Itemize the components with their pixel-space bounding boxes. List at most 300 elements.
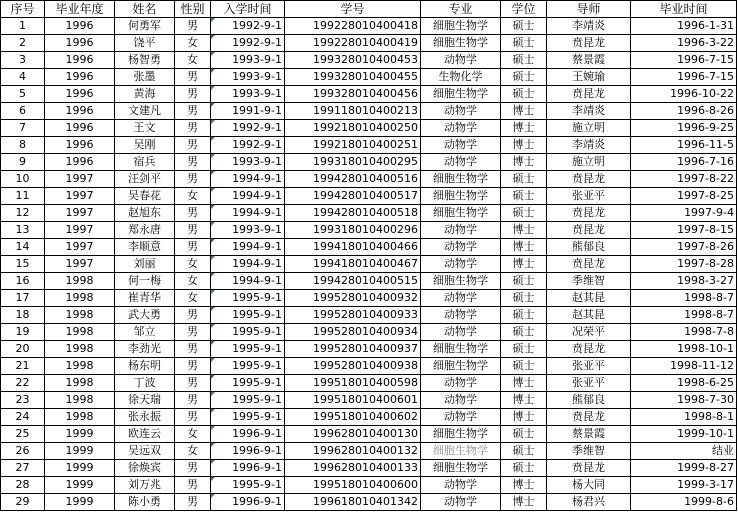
student-id-cell: 199528010400934 bbox=[285, 324, 421, 341]
header-cell: 专业 bbox=[421, 1, 501, 18]
enrollment-date-cell: 1994-9-1 bbox=[211, 205, 285, 222]
graduation-date-cell: 1998-8-7 bbox=[631, 290, 737, 307]
graduation-date-cell: 1997-8-22 bbox=[631, 171, 737, 188]
advisor-cell: 季维智 bbox=[547, 273, 631, 290]
gender-cell: 男 bbox=[175, 103, 211, 120]
table-row bbox=[1, 205, 737, 222]
student-id-cell: 199618010401342 bbox=[285, 494, 421, 511]
row-number-cell: 25 bbox=[1, 426, 45, 443]
degree-cell: 博士 bbox=[501, 409, 547, 426]
major-cell: 生物化学 bbox=[421, 69, 501, 86]
degree-cell: 博士 bbox=[501, 256, 547, 273]
gender-cell: 女 bbox=[175, 443, 211, 460]
enrollment-date-cell: 1996-9-1 bbox=[211, 426, 285, 443]
advisor-cell: 施立明 bbox=[547, 120, 631, 137]
graduation-year-cell: 1996 bbox=[45, 120, 115, 137]
major-cell: 动物学 bbox=[421, 409, 501, 426]
degree-cell: 硕士 bbox=[501, 188, 547, 205]
header-row bbox=[1, 1, 737, 18]
gender-cell: 男 bbox=[175, 137, 211, 154]
graduation-date-cell: 1996-9-25 bbox=[631, 120, 737, 137]
major-cell: 动物学 bbox=[421, 392, 501, 409]
student-name-cell: 杨智勇 bbox=[115, 52, 175, 69]
student-name-cell: 邹立 bbox=[115, 324, 175, 341]
student-name-cell: 李顺意 bbox=[115, 239, 175, 256]
table-row bbox=[1, 307, 737, 324]
degree-cell: 硕士 bbox=[501, 86, 547, 103]
student-name-cell: 宿兵 bbox=[115, 154, 175, 171]
degree-cell: 博士 bbox=[501, 494, 547, 511]
table-row bbox=[1, 256, 737, 273]
major-cell: 动物学 bbox=[421, 290, 501, 307]
row-number-cell: 26 bbox=[1, 443, 45, 460]
advisor-cell: 王婉瑜 bbox=[547, 69, 631, 86]
graduation-year-cell: 1998 bbox=[45, 290, 115, 307]
table-row bbox=[1, 290, 737, 307]
table-row bbox=[1, 171, 737, 188]
student-name-cell: 崔青华 bbox=[115, 290, 175, 307]
major-cell: 动物学 bbox=[421, 324, 501, 341]
graduation-date-cell: 1998-3-27 bbox=[631, 273, 737, 290]
student-id-cell: 199118010400213 bbox=[285, 103, 421, 120]
enrollment-date-cell: 1995-9-1 bbox=[211, 409, 285, 426]
gender-cell: 男 bbox=[175, 375, 211, 392]
table-row bbox=[1, 137, 737, 154]
student-name-cell: 张永振 bbox=[115, 409, 175, 426]
major-cell: 细胞生物学 bbox=[421, 273, 501, 290]
header-cell: 入学时间 bbox=[211, 1, 285, 18]
graduation-year-cell: 1997 bbox=[45, 188, 115, 205]
degree-cell: 博士 bbox=[501, 222, 547, 239]
degree-cell: 硕士 bbox=[501, 273, 547, 290]
graduation-date-cell: 1996-7-16 bbox=[631, 154, 737, 171]
graduation-date-cell: 1996-1-31 bbox=[631, 18, 737, 35]
advisor-cell: 张亚平 bbox=[547, 358, 631, 375]
gender-cell: 男 bbox=[175, 18, 211, 35]
graduation-year-cell: 1996 bbox=[45, 154, 115, 171]
major-cell: 动物学 bbox=[421, 154, 501, 171]
degree-cell: 硕士 bbox=[501, 35, 547, 52]
table-row bbox=[1, 477, 737, 494]
student-name-cell: 陈小勇 bbox=[115, 494, 175, 511]
graduation-date-cell: 1997-8-15 bbox=[631, 222, 737, 239]
advisor-cell: 李靖炎 bbox=[547, 103, 631, 120]
student-id-cell: 199228010400418 bbox=[285, 18, 421, 35]
enrollment-date-cell: 1995-9-1 bbox=[211, 341, 285, 358]
degree-cell: 硕士 bbox=[501, 290, 547, 307]
graduation-date-cell: 1996-7-15 bbox=[631, 52, 737, 69]
table-row bbox=[1, 341, 737, 358]
graduation-date-cell: 1997-9-4 bbox=[631, 205, 737, 222]
student-id-cell: 199428010400516 bbox=[285, 171, 421, 188]
enrollment-date-cell: 1994-9-1 bbox=[211, 171, 285, 188]
advisor-cell: 季维智 bbox=[547, 443, 631, 460]
enrollment-date-cell: 1995-9-1 bbox=[211, 375, 285, 392]
degree-cell: 硕士 bbox=[501, 69, 547, 86]
advisor-cell: 李靖炎 bbox=[547, 137, 631, 154]
degree-cell: 硕士 bbox=[501, 443, 547, 460]
student-id-cell: 199428010400518 bbox=[285, 205, 421, 222]
gender-cell: 男 bbox=[175, 460, 211, 477]
graduation-year-cell: 1997 bbox=[45, 239, 115, 256]
degree-cell: 硕士 bbox=[501, 18, 547, 35]
advisor-cell: 况荣平 bbox=[547, 324, 631, 341]
student-id-cell: 199428010400517 bbox=[285, 188, 421, 205]
graduation-year-cell: 1997 bbox=[45, 222, 115, 239]
student-id-cell: 199528010400938 bbox=[285, 358, 421, 375]
row-number-cell: 10 bbox=[1, 171, 45, 188]
gender-cell: 男 bbox=[175, 205, 211, 222]
table-row bbox=[1, 52, 737, 69]
student-id-cell: 199428010400515 bbox=[285, 273, 421, 290]
graduation-date-cell: 1999-8-27 bbox=[631, 460, 737, 477]
gender-cell: 女 bbox=[175, 273, 211, 290]
row-number-cell: 17 bbox=[1, 290, 45, 307]
row-number-cell: 24 bbox=[1, 409, 45, 426]
graduation-year-cell: 1998 bbox=[45, 307, 115, 324]
major-cell: 动物学 bbox=[421, 307, 501, 324]
header-cell: 导师 bbox=[547, 1, 631, 18]
graduation-date-cell: 1998-11-12 bbox=[631, 358, 737, 375]
student-name-cell: 徐天瑞 bbox=[115, 392, 175, 409]
degree-cell: 硕士 bbox=[501, 171, 547, 188]
graduation-date-cell: 1996-8-26 bbox=[631, 103, 737, 120]
graduation-date-cell: 1997-8-26 bbox=[631, 239, 737, 256]
gender-cell: 男 bbox=[175, 222, 211, 239]
student-name-cell: 吴刚 bbox=[115, 137, 175, 154]
table-row bbox=[1, 154, 737, 171]
student-name-cell: 武大勇 bbox=[115, 307, 175, 324]
major-cell: 动物学 bbox=[421, 137, 501, 154]
degree-cell: 硕士 bbox=[501, 205, 547, 222]
major-cell: 动物学 bbox=[421, 222, 501, 239]
graduation-year-cell: 1999 bbox=[45, 460, 115, 477]
major-cell: 细胞生物学 bbox=[421, 188, 501, 205]
student-name-cell: 王文 bbox=[115, 120, 175, 137]
row-number-cell: 8 bbox=[1, 137, 45, 154]
major-cell: 细胞生物学 bbox=[421, 35, 501, 52]
graduation-year-cell: 1999 bbox=[45, 477, 115, 494]
enrollment-date-cell: 1994-9-1 bbox=[211, 239, 285, 256]
graduation-date-cell: 1999-3-17 bbox=[631, 477, 737, 494]
enrollment-date-cell: 1993-9-1 bbox=[211, 69, 285, 86]
degree-cell: 硕士 bbox=[501, 52, 547, 69]
row-number-cell: 18 bbox=[1, 307, 45, 324]
gender-cell: 男 bbox=[175, 69, 211, 86]
graduation-year-cell: 1999 bbox=[45, 494, 115, 511]
enrollment-date-cell: 1995-9-1 bbox=[211, 307, 285, 324]
gender-cell: 男 bbox=[175, 86, 211, 103]
header-cell: 序号 bbox=[1, 1, 45, 18]
graduation-date-cell: 结业 bbox=[631, 443, 737, 460]
gender-cell: 男 bbox=[175, 494, 211, 511]
gender-cell: 男 bbox=[175, 358, 211, 375]
degree-cell: 博士 bbox=[501, 137, 547, 154]
table-row bbox=[1, 120, 737, 137]
gender-cell: 女 bbox=[175, 256, 211, 273]
major-cell: 动物学 bbox=[421, 239, 501, 256]
row-number-cell: 4 bbox=[1, 69, 45, 86]
table-row bbox=[1, 69, 737, 86]
graduation-date-cell: 1998-8-7 bbox=[631, 307, 737, 324]
enrollment-date-cell: 1995-9-1 bbox=[211, 477, 285, 494]
student-id-cell: 199328010400453 bbox=[285, 52, 421, 69]
degree-cell: 博士 bbox=[501, 103, 547, 120]
student-name-cell: 吴春花 bbox=[115, 188, 175, 205]
major-cell: 细胞生物学 bbox=[421, 358, 501, 375]
gender-cell: 男 bbox=[175, 392, 211, 409]
table-row bbox=[1, 86, 737, 103]
enrollment-date-cell: 1996-9-1 bbox=[211, 460, 285, 477]
advisor-cell: 赵其昆 bbox=[547, 307, 631, 324]
graduation-date-cell: 1997-8-28 bbox=[631, 256, 737, 273]
header-cell: 毕业时间 bbox=[631, 1, 737, 18]
advisor-cell: 贲昆龙 bbox=[547, 171, 631, 188]
graduation-year-cell: 1997 bbox=[45, 171, 115, 188]
enrollment-date-cell: 1993-9-1 bbox=[211, 154, 285, 171]
gender-cell: 女 bbox=[175, 426, 211, 443]
graduation-date-cell: 1999-8-6 bbox=[631, 494, 737, 511]
advisor-cell: 张亚平 bbox=[547, 188, 631, 205]
row-number-cell: 27 bbox=[1, 460, 45, 477]
major-cell: 细胞生物学 bbox=[421, 341, 501, 358]
row-number-cell: 11 bbox=[1, 188, 45, 205]
degree-cell: 硕士 bbox=[501, 307, 547, 324]
table-row bbox=[1, 460, 737, 477]
graduation-year-cell: 1996 bbox=[45, 52, 115, 69]
graduation-year-cell: 1998 bbox=[45, 358, 115, 375]
enrollment-date-cell: 1994-9-1 bbox=[211, 273, 285, 290]
gender-cell: 女 bbox=[175, 188, 211, 205]
graduation-date-cell: 1996-3-22 bbox=[631, 35, 737, 52]
student-id-cell: 199518010400600 bbox=[285, 477, 421, 494]
row-number-cell: 23 bbox=[1, 392, 45, 409]
student-id-cell: 199228010400419 bbox=[285, 35, 421, 52]
graduation-year-cell: 1999 bbox=[45, 426, 115, 443]
gender-cell: 女 bbox=[175, 52, 211, 69]
row-number-cell: 5 bbox=[1, 86, 45, 103]
header-cell: 学位 bbox=[501, 1, 547, 18]
header-cell: 姓名 bbox=[115, 1, 175, 18]
degree-cell: 硕士 bbox=[501, 341, 547, 358]
student-id-cell: 199628010400132 bbox=[285, 443, 421, 460]
enrollment-date-cell: 1992-9-1 bbox=[211, 137, 285, 154]
gender-cell: 男 bbox=[175, 409, 211, 426]
graduation-year-cell: 1998 bbox=[45, 324, 115, 341]
graduation-year-cell: 1999 bbox=[45, 443, 115, 460]
graduation-year-cell: 1998 bbox=[45, 273, 115, 290]
table-row bbox=[1, 18, 737, 35]
student-id-cell: 199318010400295 bbox=[285, 154, 421, 171]
major-cell: 动物学 bbox=[421, 103, 501, 120]
enrollment-date-cell: 1995-9-1 bbox=[211, 358, 285, 375]
enrollment-date-cell: 1994-9-1 bbox=[211, 256, 285, 273]
degree-cell: 博士 bbox=[501, 375, 547, 392]
table-row bbox=[1, 443, 737, 460]
graduation-year-cell: 1996 bbox=[45, 69, 115, 86]
graduation-date-cell: 1998-8-1 bbox=[631, 409, 737, 426]
major-cell: 细胞生物学 bbox=[421, 18, 501, 35]
student-id-cell: 199518010400602 bbox=[285, 409, 421, 426]
degree-cell: 硕士 bbox=[501, 324, 547, 341]
student-name-cell: 张墨 bbox=[115, 69, 175, 86]
gender-cell: 男 bbox=[175, 477, 211, 494]
major-cell: 动物学 bbox=[421, 375, 501, 392]
enrollment-date-cell: 1994-9-1 bbox=[211, 188, 285, 205]
advisor-cell: 熊郁良 bbox=[547, 239, 631, 256]
enrollment-date-cell: 1992-9-1 bbox=[211, 35, 285, 52]
student-id-cell: 199328010400455 bbox=[285, 69, 421, 86]
degree-cell: 硕士 bbox=[501, 358, 547, 375]
graduation-date-cell: 1998-7-30 bbox=[631, 392, 737, 409]
major-cell: 动物学 bbox=[421, 477, 501, 494]
table-row bbox=[1, 103, 737, 120]
graduation-year-cell: 1997 bbox=[45, 256, 115, 273]
advisor-cell: 李靖炎 bbox=[547, 18, 631, 35]
table-row bbox=[1, 494, 737, 511]
advisor-cell: 杨大同 bbox=[547, 477, 631, 494]
student-id-cell: 199418010400467 bbox=[285, 256, 421, 273]
table-row bbox=[1, 239, 737, 256]
gender-cell: 男 bbox=[175, 171, 211, 188]
major-cell: 细胞生物学 bbox=[421, 205, 501, 222]
enrollment-date-cell: 1993-9-1 bbox=[211, 52, 285, 69]
gender-cell: 女 bbox=[175, 290, 211, 307]
enrollment-date-cell: 1995-9-1 bbox=[211, 290, 285, 307]
enrollment-date-cell: 1993-9-1 bbox=[211, 222, 285, 239]
row-number-cell: 7 bbox=[1, 120, 45, 137]
row-number-cell: 28 bbox=[1, 477, 45, 494]
advisor-cell: 贲昆龙 bbox=[547, 222, 631, 239]
advisor-cell: 贲昆龙 bbox=[547, 35, 631, 52]
graduation-year-cell: 1998 bbox=[45, 341, 115, 358]
gender-cell: 男 bbox=[175, 120, 211, 137]
table-row bbox=[1, 222, 737, 239]
major-cell: 动物学 bbox=[421, 52, 501, 69]
advisor-cell: 贲昆龙 bbox=[547, 205, 631, 222]
row-number-cell: 16 bbox=[1, 273, 45, 290]
graduation-date-cell: 1998-10-1 bbox=[631, 341, 737, 358]
student-name-cell: 黄海 bbox=[115, 86, 175, 103]
graduation-year-cell: 1996 bbox=[45, 86, 115, 103]
advisor-cell: 杨君兴 bbox=[547, 494, 631, 511]
graduation-year-cell: 1998 bbox=[45, 409, 115, 426]
table-row bbox=[1, 358, 737, 375]
student-name-cell: 刘丽 bbox=[115, 256, 175, 273]
student-name-cell: 刘万兆 bbox=[115, 477, 175, 494]
row-number-cell: 15 bbox=[1, 256, 45, 273]
student-name-cell: 何勇军 bbox=[115, 18, 175, 35]
graduation-date-cell: 1997-8-25 bbox=[631, 188, 737, 205]
student-id-cell: 199628010400133 bbox=[285, 460, 421, 477]
major-cell: 细胞生物学 bbox=[421, 443, 501, 460]
graduation-date-cell: 1996-10-22 bbox=[631, 86, 737, 103]
graduation-year-cell: 1998 bbox=[45, 375, 115, 392]
table-row bbox=[1, 35, 737, 52]
enrollment-date-cell: 1996-9-1 bbox=[211, 443, 285, 460]
student-name-cell: 文建凡 bbox=[115, 103, 175, 120]
advisor-cell: 贲昆龙 bbox=[547, 409, 631, 426]
table-row bbox=[1, 273, 737, 290]
student-name-cell: 丁波 bbox=[115, 375, 175, 392]
advisor-cell: 蔡景霞 bbox=[547, 52, 631, 69]
enrollment-date-cell: 1996-9-1 bbox=[211, 494, 285, 511]
degree-cell: 博士 bbox=[501, 477, 547, 494]
degree-cell: 博士 bbox=[501, 154, 547, 171]
graduation-year-cell: 1997 bbox=[45, 205, 115, 222]
student-id-cell: 199528010400932 bbox=[285, 290, 421, 307]
student-id-cell: 199218010400251 bbox=[285, 137, 421, 154]
table-row bbox=[1, 392, 737, 409]
major-cell: 动物学 bbox=[421, 120, 501, 137]
degree-cell: 博士 bbox=[501, 392, 547, 409]
major-cell: 细胞生物学 bbox=[421, 171, 501, 188]
advisor-cell: 贲昆龙 bbox=[547, 460, 631, 477]
student-name-cell: 李劲光 bbox=[115, 341, 175, 358]
advisor-cell: 蔡景霞 bbox=[547, 426, 631, 443]
student-name-cell: 欧连云 bbox=[115, 426, 175, 443]
row-number-cell: 21 bbox=[1, 358, 45, 375]
table-row bbox=[1, 324, 737, 341]
student-id-cell: 199328010400456 bbox=[285, 86, 421, 103]
gender-cell: 男 bbox=[175, 341, 211, 358]
student-id-cell: 199518010400598 bbox=[285, 375, 421, 392]
advisor-cell: 贲昆龙 bbox=[547, 341, 631, 358]
student-id-cell: 199528010400933 bbox=[285, 307, 421, 324]
student-name-cell: 赵旭东 bbox=[115, 205, 175, 222]
graduation-date-cell: 1998-7-8 bbox=[631, 324, 737, 341]
major-cell: 动物学 bbox=[421, 256, 501, 273]
gender-cell: 男 bbox=[175, 154, 211, 171]
row-number-cell: 3 bbox=[1, 52, 45, 69]
advisor-cell: 张亚平 bbox=[547, 375, 631, 392]
graduation-date-cell: 1998-6-25 bbox=[631, 375, 737, 392]
student-name-cell: 徐焕宾 bbox=[115, 460, 175, 477]
header-cell: 毕业年度 bbox=[45, 1, 115, 18]
student-name-cell: 何一梅 bbox=[115, 273, 175, 290]
header-cell: 性别 bbox=[175, 1, 211, 18]
enrollment-date-cell: 1995-9-1 bbox=[211, 392, 285, 409]
table-row bbox=[1, 375, 737, 392]
table-row bbox=[1, 409, 737, 426]
gender-cell: 男 bbox=[175, 239, 211, 256]
row-number-cell: 12 bbox=[1, 205, 45, 222]
major-cell: 细胞生物学 bbox=[421, 460, 501, 477]
table-row bbox=[1, 188, 737, 205]
gender-cell: 男 bbox=[175, 324, 211, 341]
row-number-cell: 20 bbox=[1, 341, 45, 358]
student-name-cell: 吴远双 bbox=[115, 443, 175, 460]
student-name-cell: 饶平 bbox=[115, 35, 175, 52]
student-name-cell: 杨东明 bbox=[115, 358, 175, 375]
enrollment-date-cell: 1992-9-1 bbox=[211, 120, 285, 137]
row-number-cell: 19 bbox=[1, 324, 45, 341]
advisor-cell: 贲昆龙 bbox=[547, 86, 631, 103]
table-body bbox=[1, 18, 737, 511]
degree-cell: 博士 bbox=[501, 120, 547, 137]
degree-cell: 硕士 bbox=[501, 460, 547, 477]
graduation-date-cell: 1996-7-15 bbox=[631, 69, 737, 86]
graduation-year-cell: 1996 bbox=[45, 137, 115, 154]
enrollment-date-cell: 1991-9-1 bbox=[211, 103, 285, 120]
student-id-cell: 199628010400130 bbox=[285, 426, 421, 443]
major-cell: 细胞生物学 bbox=[421, 426, 501, 443]
student-id-cell: 199518010400601 bbox=[285, 392, 421, 409]
major-cell: 细胞生物学 bbox=[421, 86, 501, 103]
row-number-cell: 6 bbox=[1, 103, 45, 120]
student-id-cell: 199318010400296 bbox=[285, 222, 421, 239]
gender-cell: 女 bbox=[175, 35, 211, 52]
